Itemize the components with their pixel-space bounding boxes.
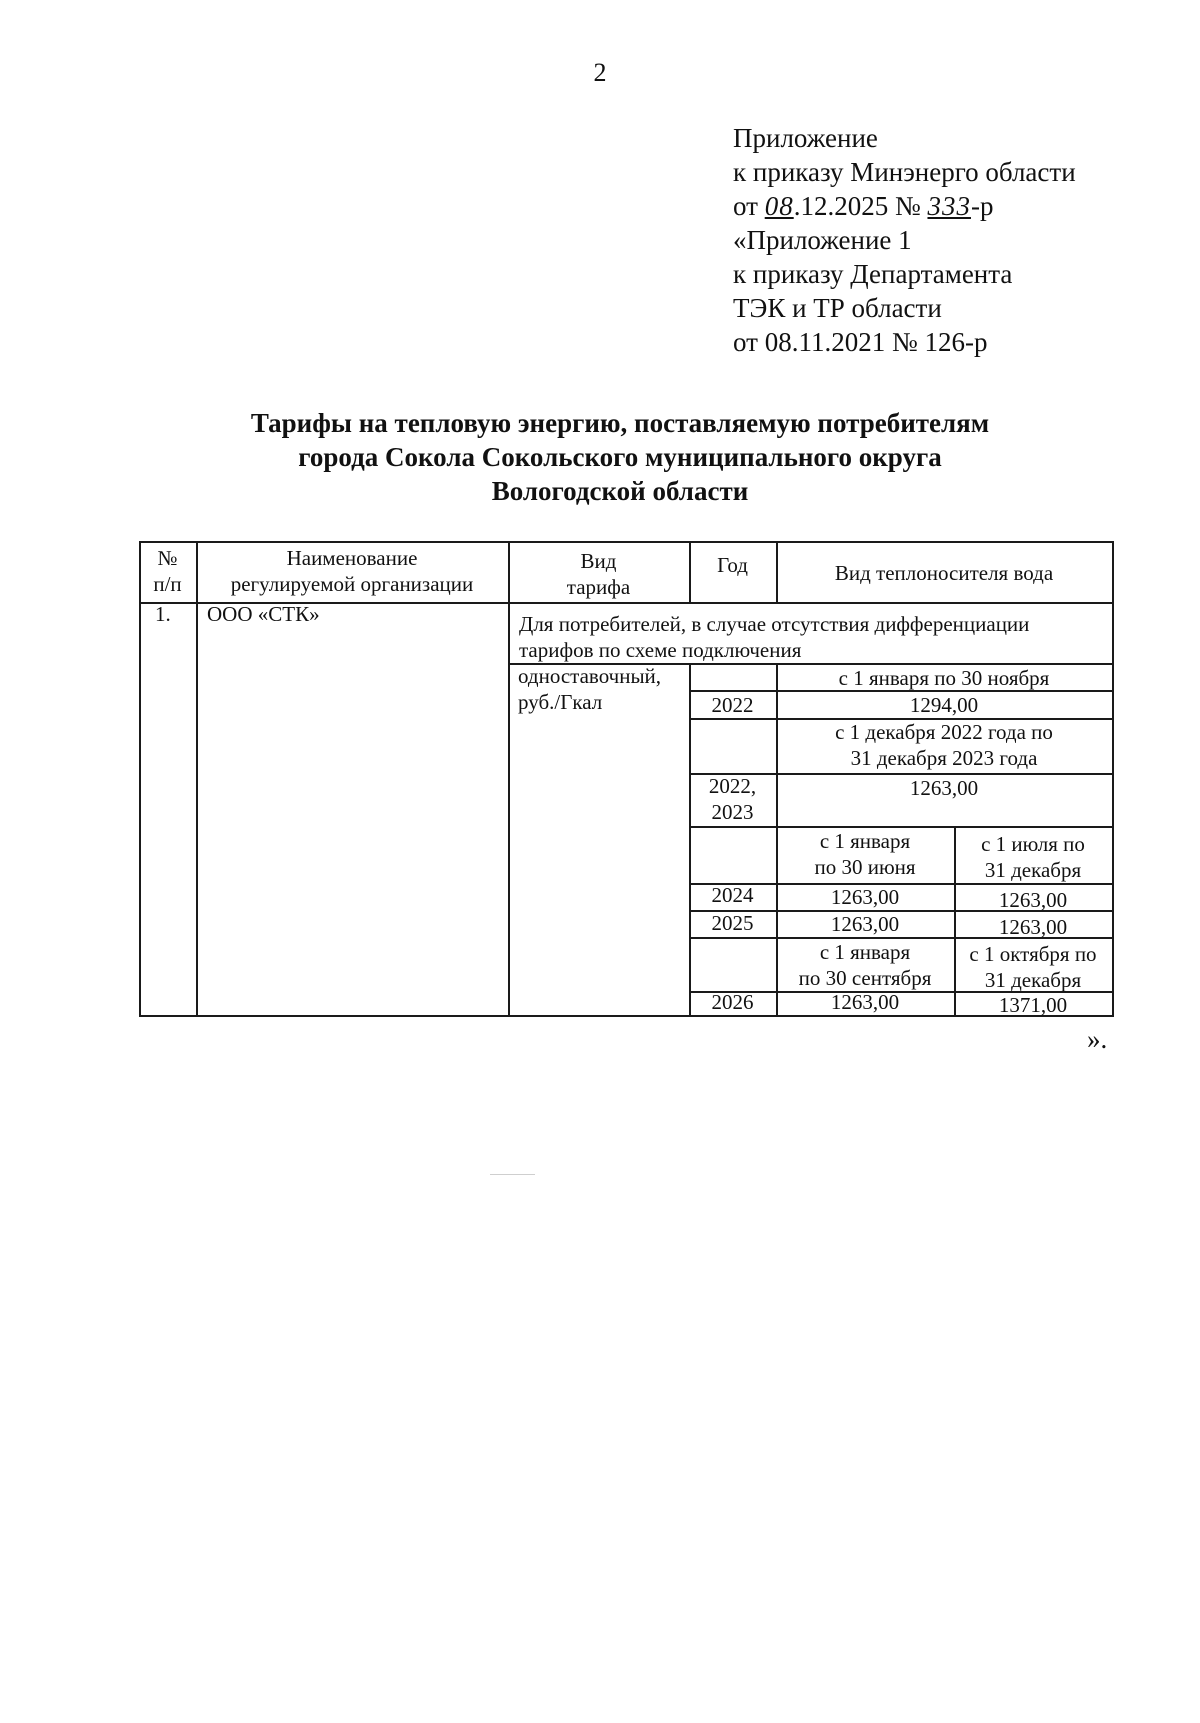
table-border-top [139, 541, 1113, 543]
value-2026-b: 1371,00 [998, 993, 1068, 1017]
value-2022-2023: 1263,00 [909, 776, 979, 800]
table-col-2 [508, 541, 510, 1017]
appendix-line-6: ТЭК и ТР области [733, 293, 942, 323]
handwritten-order-number: 333 [927, 191, 971, 221]
title-line-3: Вологодской области [491, 476, 749, 506]
title-line-1: Тарифы на тепловую энергию, поставляемую потребителям [250, 408, 990, 438]
header-tariff-type: Вид тарифа [566, 549, 631, 599]
order-suffix: -р [970, 191, 994, 221]
half-2-label: с 1 июля по 31 декабря [981, 832, 1085, 882]
period-2022: с 1 января по 30 ноября [838, 666, 1050, 690]
closing-quote: ». [1087, 1024, 1108, 1054]
value-2025-h2: 1263,00 [998, 915, 1068, 939]
year-2022: 2022 [711, 693, 754, 717]
year-2025: 2025 [711, 911, 754, 935]
tariff-table [139, 541, 1113, 1017]
handwritten-date-day: 08 [764, 191, 794, 221]
title-line-2: города Сокола Сокольского муниципального округа [298, 442, 942, 472]
appendix-line-7: от 08.11.2021 № 126-р [733, 327, 988, 357]
appendix-line-2: к приказу Минэнерго области [733, 157, 1076, 187]
value-2024-h1: 1263,00 [830, 885, 900, 909]
consumers-note: Для потребителей, в случае отсутствия дифференциации тарифов по схеме подключения [519, 612, 1030, 662]
scan-artifact [490, 1174, 535, 1175]
value-2026-a: 1263,00 [830, 990, 900, 1014]
value-2024-h2: 1263,00 [998, 888, 1068, 912]
date-rest: .12.2025 № [793, 191, 928, 221]
appendix-line-4: «Приложение 1 [733, 225, 912, 255]
table-col-1 [196, 541, 198, 1017]
appendix-line-5: к приказу Департамента [733, 259, 1013, 289]
half-1-label: с 1 января по 30 июня [814, 829, 916, 879]
page-number: 2 [593, 58, 607, 87]
tariff-type: одноставочный, руб./Гкал [518, 664, 662, 714]
year-2026: 2026 [711, 990, 754, 1014]
header-year: Год [717, 553, 748, 577]
year-2022-2023: 2022, 2023 [708, 774, 757, 824]
quarter-2-label: с 1 октября по 31 декабря [969, 942, 1097, 992]
appendix-line-1: Приложение [733, 123, 878, 153]
date-prefix: от [733, 191, 765, 221]
header-number: № п/п [153, 546, 182, 596]
year-2024: 2024 [711, 883, 754, 907]
header-carrier: Вид теплоносителя вода [834, 561, 1054, 585]
appendix-line-3 [733, 189, 1076, 223]
appendix-block [733, 121, 1076, 359]
period-2022-2023: с 1 декабря 2022 года по 31 декабря 2023 года [835, 720, 1053, 770]
organization-name: ООО «СТК» [207, 602, 320, 626]
table-border-right [1112, 541, 1114, 1017]
document-title [150, 406, 1090, 508]
row-number: 1. [155, 602, 171, 626]
table-border-left [139, 541, 141, 1017]
value-2022: 1294,00 [909, 693, 979, 717]
quarter-1-label: с 1 января по 30 сентября [798, 940, 932, 990]
value-2025-h1: 1263,00 [830, 912, 900, 936]
header-organization: Наименование регулируемой организации [230, 546, 474, 596]
